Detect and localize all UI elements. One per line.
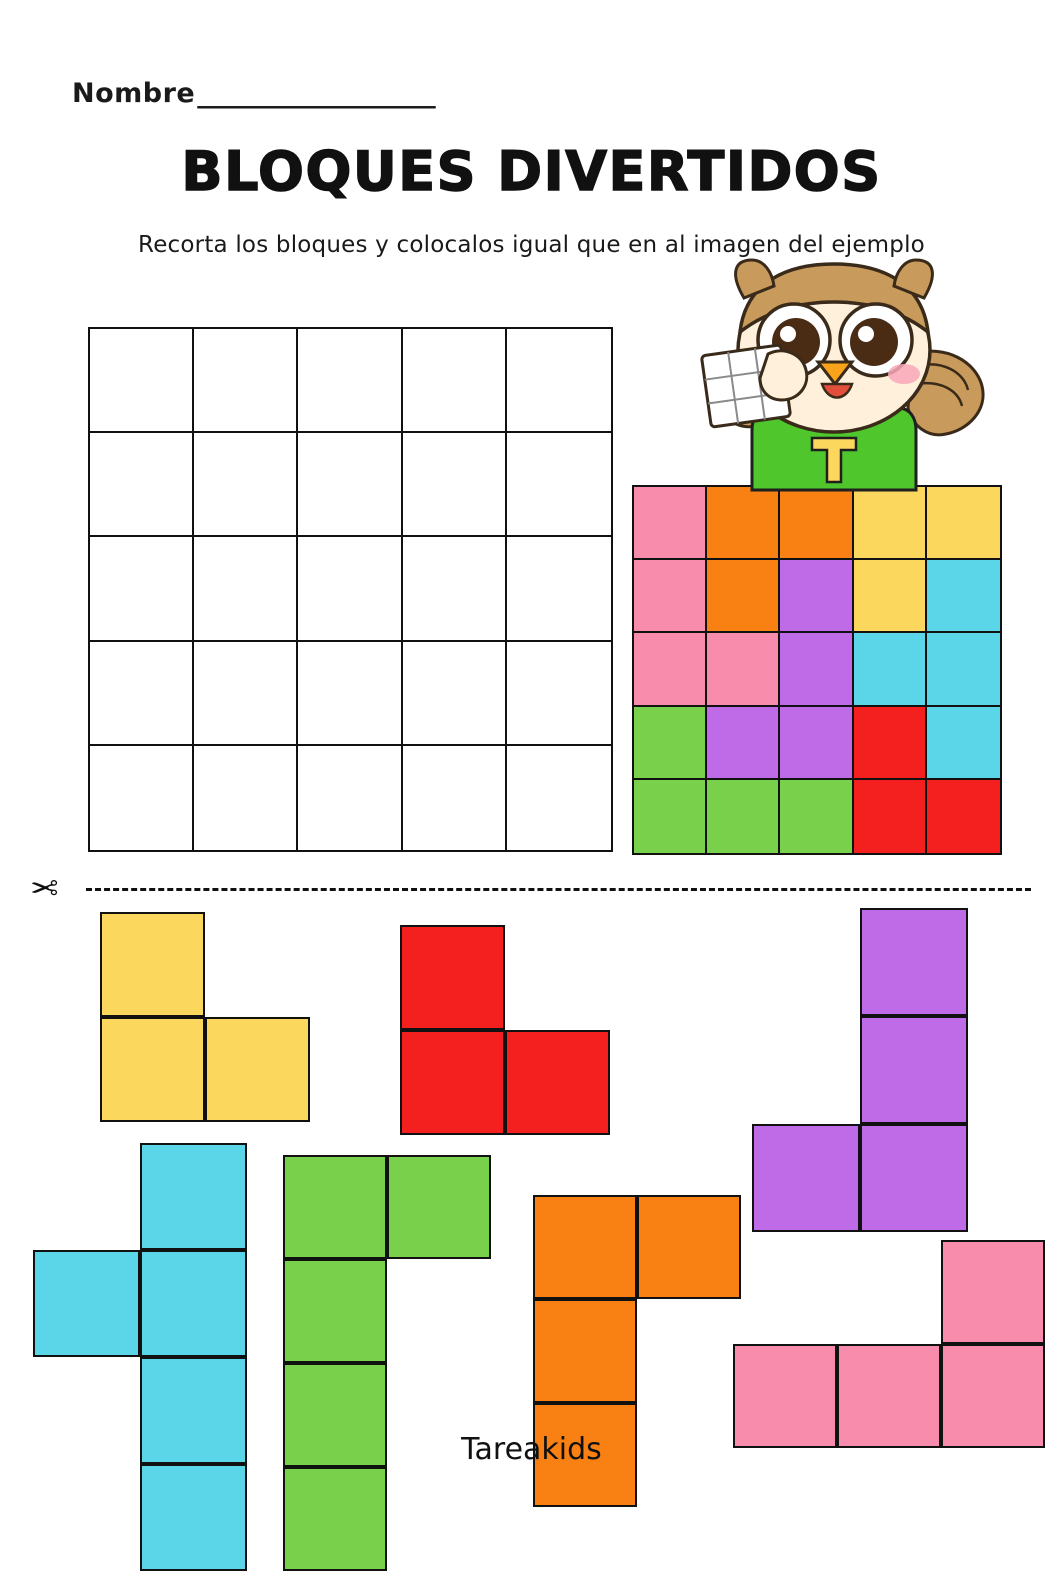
piece-block-purple: [860, 1124, 968, 1232]
name-write-line[interactable]: ___________________: [197, 78, 435, 109]
answer-grid-cell[interactable]: [507, 433, 611, 537]
example-grid-cell-cyan: [927, 707, 1000, 780]
piece-block-yellow: [205, 1017, 310, 1122]
piece-block-green: [387, 1155, 491, 1259]
answer-grid-cell[interactable]: [194, 746, 298, 850]
answer-grid-cell[interactable]: [507, 329, 611, 433]
answer-grid-cell[interactable]: [507, 642, 611, 746]
piece-block-red: [400, 925, 505, 1030]
example-grid: [632, 485, 1002, 855]
piece-block-green: [283, 1259, 387, 1363]
example-grid-cell-purple: [707, 707, 780, 780]
answer-grid-cell[interactable]: [403, 746, 507, 850]
answer-grid-cell[interactable]: [90, 746, 194, 850]
owl-mascot-icon: [660, 258, 990, 498]
piece-block-cyan: [140, 1464, 247, 1571]
piece-block-cyan: [140, 1250, 247, 1357]
answer-grid-cell[interactable]: [194, 433, 298, 537]
answer-grid-cell[interactable]: [403, 433, 507, 537]
piece-block-green: [283, 1467, 387, 1571]
example-grid-cell-red: [927, 780, 1000, 853]
answer-grid-cell[interactable]: [298, 433, 402, 537]
example-grid-cell-red: [854, 707, 927, 780]
example-grid-cell-orange: [707, 560, 780, 633]
example-grid-cell-green: [707, 780, 780, 853]
answer-grid-cell[interactable]: [90, 642, 194, 746]
answer-grid-cell[interactable]: [298, 746, 402, 850]
piece-block-yellow: [100, 912, 205, 1017]
answer-grid-cell[interactable]: [403, 642, 507, 746]
piece-block-yellow: [100, 1017, 205, 1122]
answer-grid-cell[interactable]: [90, 433, 194, 537]
piece-block-orange: [533, 1299, 637, 1403]
example-grid-cell-pink: [634, 560, 707, 633]
name-field-row: [72, 78, 435, 109]
example-grid-cell-pink: [634, 633, 707, 706]
example-grid-cell-cyan: [927, 560, 1000, 633]
answer-grid-cell[interactable]: [507, 746, 611, 850]
answer-grid-cell[interactable]: [298, 329, 402, 433]
answer-grid-cell[interactable]: [298, 537, 402, 641]
page-title: BLOQUES DIVERTIDOS: [181, 140, 882, 203]
answer-grid-cell[interactable]: [194, 329, 298, 433]
answer-grid-cell[interactable]: [194, 642, 298, 746]
example-grid-cell-cyan: [854, 633, 927, 706]
answer-grid[interactable]: [88, 327, 613, 852]
answer-grid-cell[interactable]: [90, 537, 194, 641]
answer-grid-cell[interactable]: [403, 537, 507, 641]
piece-block-purple: [860, 1016, 968, 1124]
example-grid-cell-pink: [707, 633, 780, 706]
piece-block-orange: [533, 1195, 637, 1299]
piece-block-purple: [860, 908, 968, 1016]
answer-grid-cell[interactable]: [298, 642, 402, 746]
piece-block-pink: [941, 1240, 1045, 1344]
example-grid-cell-purple: [780, 707, 853, 780]
answer-grid-cell[interactable]: [194, 537, 298, 641]
piece-block-cyan: [33, 1250, 140, 1357]
example-grid-cell-yellow: [854, 560, 927, 633]
instructions-text: Recorta los bloques y colocalos igual que en al imagen del ejemplo: [138, 232, 925, 258]
piece-block-orange: [637, 1195, 741, 1299]
example-grid-cell-green: [780, 780, 853, 853]
answer-grid-cell[interactable]: [403, 329, 507, 433]
piece-block-purple: [752, 1124, 860, 1232]
answer-grid-cell[interactable]: [90, 329, 194, 433]
example-grid-cell-green: [634, 780, 707, 853]
piece-block-red: [505, 1030, 610, 1135]
cut-line: [30, 869, 1030, 909]
example-grid-cell-red: [854, 780, 927, 853]
piece-block-red: [400, 1030, 505, 1135]
dashed-divider: [86, 888, 1031, 891]
example-grid-cell-green: [634, 707, 707, 780]
example-grid-cell-purple: [780, 560, 853, 633]
piece-block-green: [283, 1155, 387, 1259]
example-grid-cell-purple: [780, 633, 853, 706]
scissors-icon: ✂: [30, 869, 59, 909]
piece-block-cyan: [140, 1143, 247, 1250]
example-grid-cell-cyan: [927, 633, 1000, 706]
brand-footer: Tareakids: [461, 1432, 602, 1467]
answer-grid-cell[interactable]: [507, 537, 611, 641]
name-label: Nombre: [72, 78, 196, 109]
